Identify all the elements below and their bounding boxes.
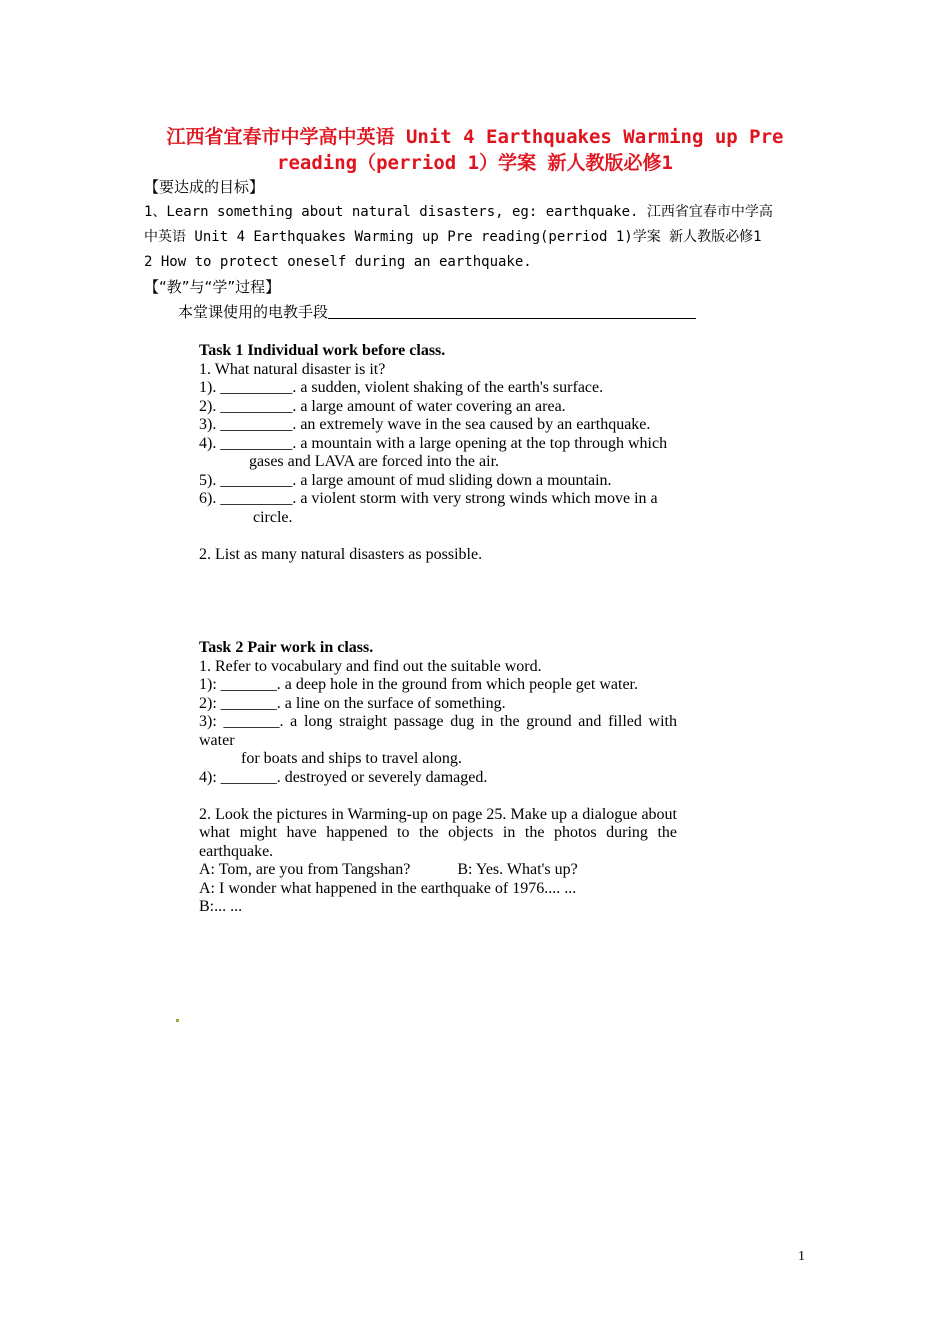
process-heading: 【“教”与“学”过程】	[144, 278, 281, 296]
task-2-item-2: 2): _______. a line on the surface of something.	[199, 694, 506, 712]
task-1-question-1: 1. What natural disaster is it?	[199, 360, 386, 378]
task-1-item-1: 1). _________. a sudden, violent shaking of the earth's surface.	[199, 379, 604, 396]
objective-line-2: 中英语 Unit 4 Earthquakes Warming up Pre reading(perriod 1)学案 新人教版必修1	[144, 229, 762, 245]
task-1-section	[199, 342, 677, 564]
task-1-item-6: 6). _________. a violent storm with very strong winds which move in a	[199, 490, 658, 507]
title-line-1: 江西省宜春市中学高中英语 Unit 4 Earthquakes Warming up Pre	[166, 126, 784, 148]
stray-dot	[176, 1019, 179, 1022]
task-2-item-4: 4): _______. destroyed or severely damaged.	[199, 768, 488, 786]
task-1-item-4-cont: gases and LAVA are forced into the air.	[249, 453, 500, 470]
media-label: 本堂课使用的电教手段	[178, 303, 329, 321]
media-line	[178, 301, 696, 322]
task-1-heading: Task 1 Individual work before class.	[199, 342, 446, 359]
dialogue-line-1	[199, 861, 677, 880]
objective-line-3: 2 How to protect oneself during an earthquake.	[144, 254, 532, 270]
media-blank	[328, 318, 696, 319]
page-number: 1	[798, 1249, 805, 1264]
task-2-heading: Task 2 Pair work in class.	[199, 639, 374, 656]
task-1-item-5: 5). _________. a large amount of mud sliding down a mountain.	[199, 471, 612, 489]
document-title	[140, 124, 810, 176]
task-1-item-6-cont: circle.	[253, 508, 293, 526]
task-1-item-3: 3). _________. an extremely wave in the sea caused by an earthquake.	[199, 416, 651, 433]
objectives-block	[144, 200, 809, 275]
task-1-item-2: 2). _________. a large amount of water covering an area.	[199, 397, 566, 415]
objective-line-1: 1、Learn something about natural disasters, eg: earthquake. 江西省宜春市中学高	[144, 204, 773, 220]
dialogue-line-2: A: I wonder what happened in the earthquake of 1976.... ...	[199, 879, 577, 897]
title-line-2: reading（perriod 1）学案 新人教版必修1	[277, 152, 673, 174]
task-1-item-4: 4). _________. a mountain with a large opening at the top through which	[199, 434, 668, 452]
task-2-item-3: 3): _______. a long straight passage dug in the ground and filled with water	[199, 713, 677, 749]
goals-heading: 【要达成的目标】	[144, 178, 265, 196]
task-2-question-2: 2. Look the pictures in Warming-up on page 25. Make up a dialogue about what might have happened to the objects in the photos during the earthquake.	[199, 805, 677, 860]
task-1-question-2: 2. List as many natural disasters as possible.	[199, 545, 483, 563]
task-2-item-3-cont: for boats and ships to travel along.	[241, 750, 462, 767]
dialogue-a-1: A: Tom, are you from Tangshan?	[199, 861, 411, 878]
task-2-question-1: 1. Refer to vocabulary and find out the suitable word.	[199, 657, 542, 675]
task-2-item-1: 1): _______. a deep hole in the ground from which people get water.	[199, 676, 638, 693]
dialogue-b-1: B: Yes. What's up?	[457, 861, 578, 878]
dialogue-line-3: B:... ...	[199, 898, 243, 915]
task-2-section	[199, 639, 677, 917]
